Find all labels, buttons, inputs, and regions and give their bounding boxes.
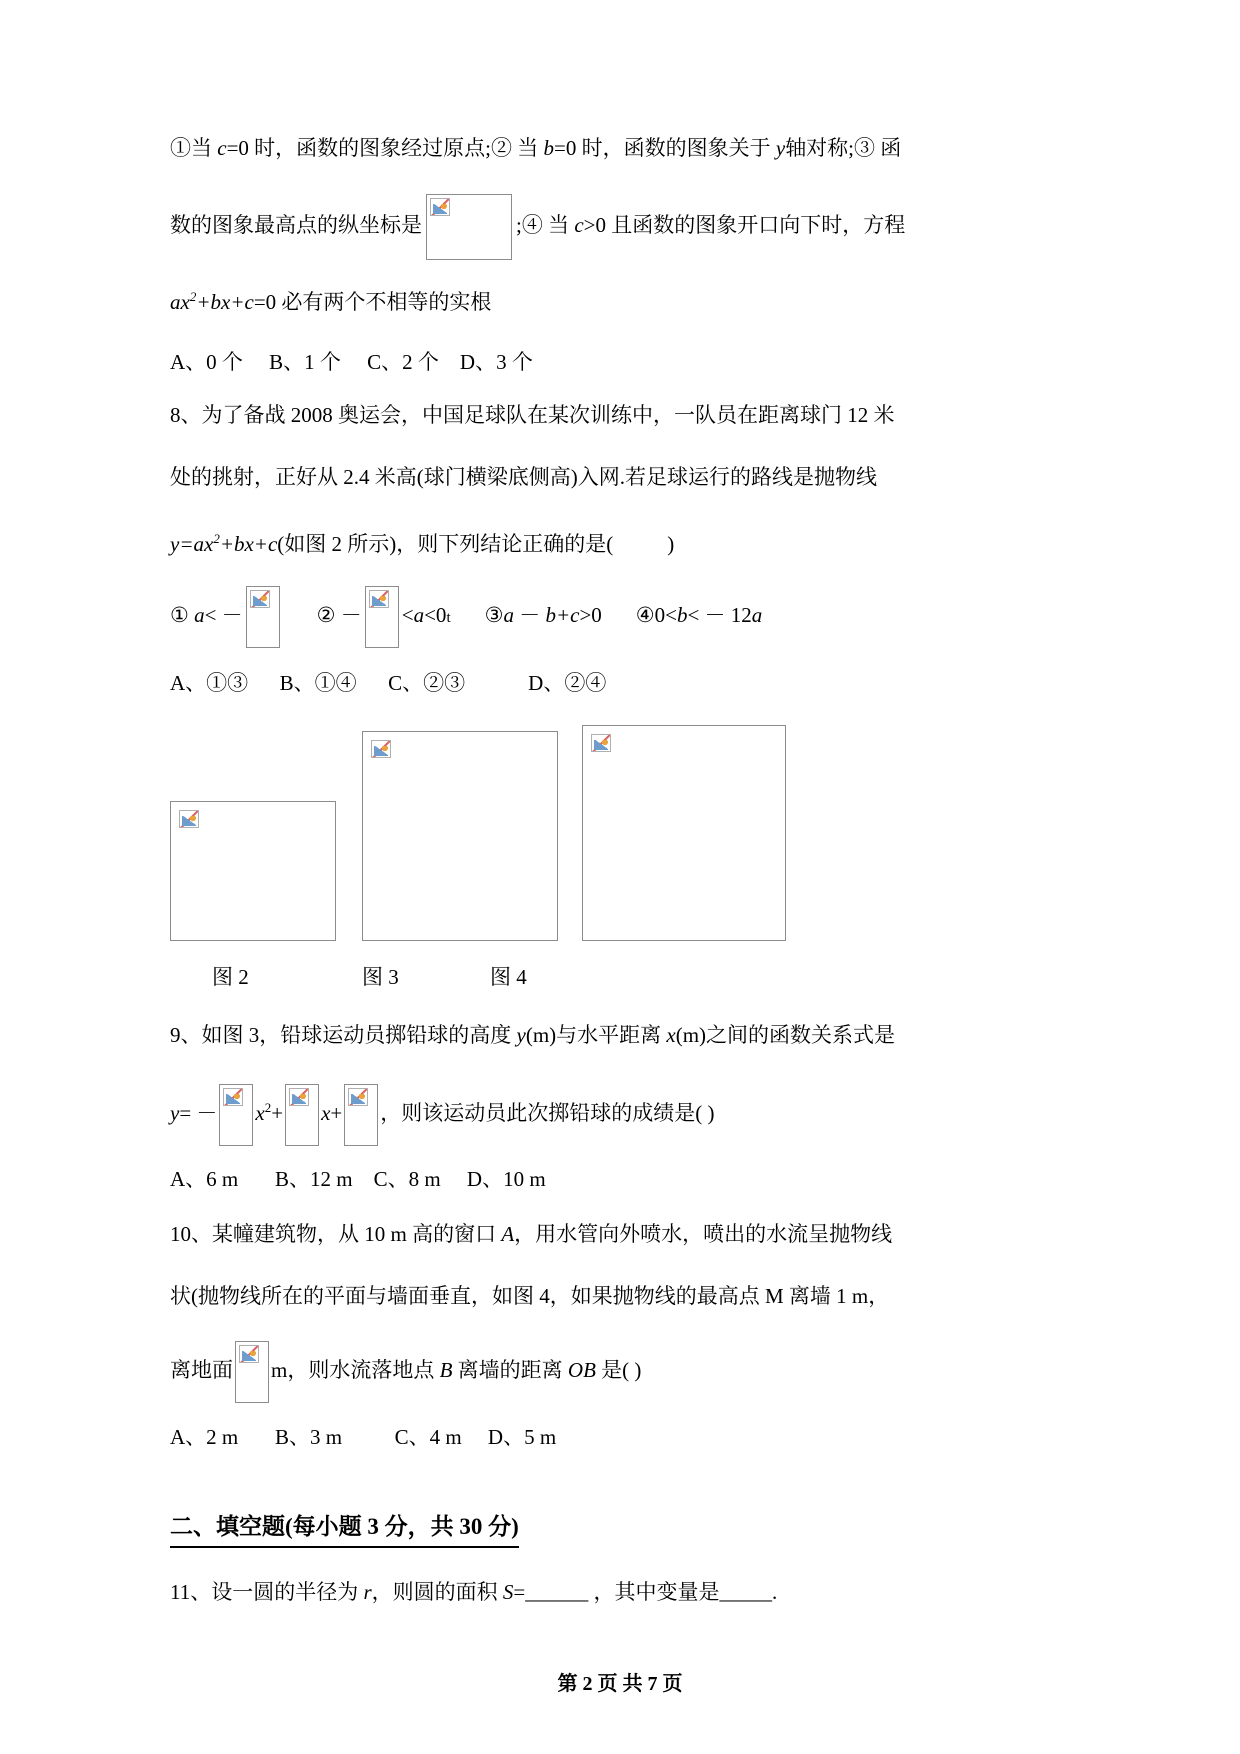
q7-line2: [170, 182, 1070, 268]
section-label: 填空题: [216, 1514, 285, 1539]
q11-var-s: S: [502, 1580, 514, 1604]
broken-image-icon: [344, 1084, 378, 1146]
q7-var-c2: c: [574, 213, 584, 237]
q9-plus2: +: [330, 1101, 343, 1125]
q9-line1-part3: (m)之间的函数关系式是: [675, 1023, 896, 1047]
broken-image-icon: [285, 1084, 319, 1146]
q8-options: A、①③ B、①④ C、②③ D、②④: [170, 671, 607, 695]
q8-cond2-stray: t: [446, 610, 451, 626]
q10-point-a: A: [501, 1222, 515, 1246]
q8-expr-sup: 2: [213, 531, 220, 546]
q7-line3-tail: =0 必有两个不相等的实根: [253, 290, 492, 314]
q9-line1-part1: 9、如图 3，铅球运动员掷铅球的高度: [170, 1023, 517, 1047]
q9-var-y2: y: [170, 1101, 180, 1125]
q8-line3-paren: ): [667, 532, 675, 556]
q8-line3-tail: (如图 2 所示)，则下列结论正确的是(: [277, 532, 614, 556]
q7-line1-part3: =0 时，函数的图象关于: [554, 136, 776, 160]
broken-image-icon: [235, 1341, 269, 1403]
figure-2-caption: 图 2: [212, 965, 249, 989]
q7-options: A、0 个 B、1 个 C、2 个 D、3 个: [170, 350, 533, 374]
figure-3-caption: 图 3: [362, 965, 399, 989]
q10-line3-part1: 离地面: [170, 1358, 233, 1382]
q7-var-y: y: [775, 136, 786, 160]
q10-line1: [170, 1206, 1070, 1262]
section-points: 3: [367, 1514, 385, 1539]
q7-expr-a: ax: [170, 290, 190, 314]
q8-cond4-op: < － 12: [687, 603, 752, 627]
q7-expr-b: +bx+c: [196, 290, 254, 314]
q11-line: [170, 1564, 1070, 1620]
q10-line1-part1: 10、某幢建筑物，从 10 m 高的窗口: [170, 1222, 502, 1246]
figure-4-box: [582, 725, 786, 941]
q7-line1-part2: =0 时，函数的图象经过原点;② 当: [226, 136, 544, 160]
q11-part3: =______ ，其中变量是_____.: [513, 1580, 778, 1604]
section-total: 30: [459, 1514, 489, 1539]
q8-line3: [170, 511, 1070, 572]
q8-cond4-b: b: [676, 603, 688, 627]
broken-image-icon: [176, 807, 204, 833]
q10-options: A、2 m B、3 m C、4 m D、5 m: [170, 1425, 557, 1449]
q8-cond3-bc: b+c: [545, 603, 580, 627]
q7-line1-part4: 轴对称;③ 函: [785, 136, 902, 160]
broken-image-icon: [219, 1084, 253, 1146]
q8-cond3-op: >0: [579, 603, 602, 627]
q8-line2: 处的挑射，正好从 2.4 米高(球门横梁底侧高)入网.若足球运行的路线是抛物线: [170, 465, 877, 489]
q7-line1-part1: ①当: [170, 136, 218, 160]
figure-3-box: [362, 731, 558, 941]
q8-cond3-a: a: [503, 603, 514, 627]
q8-cond1-label: ①: [170, 603, 195, 627]
q8-cond1-var: a: [194, 603, 205, 627]
q7-line2-part1: 数的图象最高点的纵坐标是: [170, 213, 422, 237]
q11-var-r: r: [363, 1580, 372, 1604]
q10-line1-part2: ，用水管向外喷水，喷出的水流呈抛物线: [514, 1222, 893, 1246]
q7-line1: [170, 120, 1070, 176]
q7-expr: [170, 290, 254, 314]
q9-line1-part2: (m)与水平距离: [525, 1023, 667, 1047]
q11-part1: 11、设一圆的半径为: [170, 1580, 364, 1604]
q8-expr-a: y=ax: [170, 532, 214, 556]
q8-cond1-op: < －: [204, 603, 243, 627]
q8-cond4-a: a: [751, 603, 763, 627]
q9-minus: = －: [179, 1101, 218, 1125]
q8-cond4-label: ④0<: [635, 603, 677, 627]
broken-image-icon: [365, 586, 399, 648]
section-fill-blank-title: [170, 1510, 519, 1548]
q8-cond3-minus: －: [513, 603, 546, 627]
q11-part2: ，则圆的面积: [371, 1580, 503, 1604]
q10-line3-part3: 离墙的距离: [452, 1358, 568, 1382]
q8-expr: [170, 532, 277, 556]
q10-point-b: B: [439, 1358, 453, 1382]
q8-cond2-op: <: [401, 603, 414, 627]
section-part1: (每小题: [285, 1514, 368, 1539]
q9-tail: ，则该运动员此次掷铅球的成绩是( ): [380, 1101, 715, 1125]
section-num: 二、: [170, 1514, 216, 1539]
q9-var-y: y: [516, 1023, 526, 1047]
q8-cond2-label: ② －: [316, 603, 362, 627]
q9-formula: [170, 1069, 1070, 1152]
broken-image-icon: [426, 194, 512, 260]
figures-row: [170, 725, 1070, 955]
q9-line1: [170, 1007, 1070, 1063]
q7-line2-part2: ;④ 当: [516, 213, 575, 237]
q8-cond3-label: ③: [484, 603, 504, 627]
q7-line2-part3: >0 且函数的图象开口向下时，方程: [583, 213, 906, 237]
q10-seg-ob: OB: [567, 1358, 596, 1382]
broken-image-icon: [588, 731, 616, 757]
q8-cond2-var: a: [413, 603, 425, 627]
q7-var-c: c: [217, 136, 227, 160]
section-part3: 分): [488, 1514, 519, 1539]
q8-expr-b: +bx+c: [219, 532, 278, 556]
q9-sup: 2: [264, 1100, 272, 1115]
q7-var-b: b: [543, 136, 555, 160]
section-part2: 分，共: [384, 1514, 460, 1539]
figure-4-caption: 图 4: [490, 965, 527, 989]
broken-image-icon: [246, 586, 280, 648]
q9-x1: x: [255, 1101, 265, 1125]
q10-line3-part2: m，则水流落地点: [271, 1358, 440, 1382]
q10-line3-part4: 是( ): [595, 1358, 642, 1382]
q9-var-x: x: [666, 1023, 676, 1047]
q10-line2: 状(抛物线所在的平面与墙面垂直，如图 4，如果抛物线的最高点 M 离墙 1 m，: [170, 1284, 890, 1308]
q9-x2: x: [321, 1101, 331, 1125]
q8-conditions: [170, 578, 1070, 655]
q7-expr-sup: 2: [189, 289, 197, 304]
figure-2-box: [170, 801, 336, 941]
q9-plus1: +: [271, 1101, 284, 1125]
figure-captions: [170, 961, 1070, 995]
broken-image-icon: [368, 737, 396, 763]
q8-cond2-tail: <0: [424, 603, 447, 627]
page-footer: 第 2 页 共 7 页: [557, 1673, 683, 1695]
q7-line3: [170, 268, 1070, 331]
q10-line3: [170, 1330, 1070, 1410]
q9-options: A、6 m B、12 m C、8 m D、10 m: [170, 1167, 546, 1191]
q8-line1: 8、为了备战 2008 奥运会，中国足球队在某次训练中，一队员在距离球门 12 米: [170, 403, 895, 427]
